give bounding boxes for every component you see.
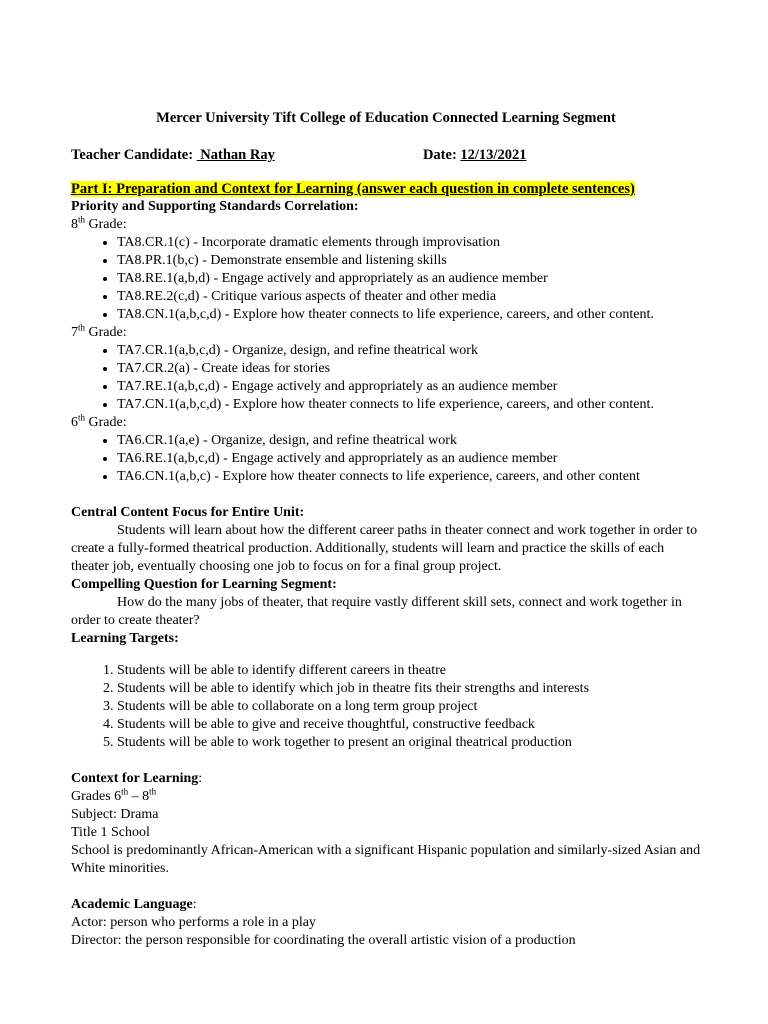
part-one-heading [71, 180, 701, 198]
standards-heading: Priority and Supporting Standards Correlation: [71, 199, 359, 214]
academic-term: Actor: person who performs a role in a play [71, 915, 316, 930]
context-colon: : [198, 771, 203, 786]
context-grades-sup1: th [121, 786, 129, 797]
standard-item: • TA8.CR.1(c) - Incorporate dramatic elements through improvisation [117, 234, 701, 252]
date-field [460, 147, 642, 163]
standard-item: • TA6.CN.1(a,b,c) - Explore how theater connects to life experience, careers, and other content [117, 468, 701, 486]
context-line: Title 1 School [71, 825, 150, 840]
context-grades-middle: – 8 [128, 789, 150, 804]
learning-target-item: 1. Students will be able to identify different careers in theatre [117, 662, 701, 680]
grade-number: 7 [71, 325, 78, 340]
grade-suffix: Grade: [85, 217, 127, 232]
standard-item: • TA7.RE.1(a,b,c,d) - Engage actively and appropriately as an audience member [117, 378, 701, 396]
document-page [71, 108, 701, 950]
context-grades-sup2: th [149, 786, 157, 797]
grade-ordinal: th [78, 214, 86, 225]
grade-heading [71, 216, 701, 234]
context-heading-line [71, 770, 701, 788]
teacher-label: Teacher Candidate: [71, 147, 194, 163]
standards-list [71, 432, 701, 486]
grade-heading [71, 414, 701, 432]
learning-targets-heading: Learning Targets: [71, 631, 179, 646]
standards-list [71, 342, 701, 414]
compelling-question-text: How do the many jobs of theater, that require vastly different skill sets, connect and work together in order to create theater? [71, 595, 682, 628]
context-grades [71, 788, 701, 806]
academic-terms [71, 914, 701, 950]
central-focus-heading: Central Content Focus for Entire Unit: [71, 505, 305, 520]
date-value: 12/13/2021 [460, 147, 527, 163]
grade-suffix: Grade: [85, 415, 127, 430]
context-line: Subject: Drama [71, 807, 159, 822]
grade-ordinal: th [78, 322, 86, 333]
academic-heading-line [71, 896, 701, 914]
standard-item: • TA8.RE.2(c,d) - Critique various aspects of theater and other media [117, 288, 701, 306]
grade-ordinal: th [78, 412, 86, 423]
learning-target-item: 4. Students will be able to give and receive thoughtful, constructive feedback [117, 716, 701, 734]
grade-number: 8 [71, 217, 78, 232]
central-focus-text: Students will learn about how the different career paths in theater connect and work together in order to create a fully-formed theatrical production. Additionally, students will learn and practice the skills of each theater job, eventually choosing one job to focus on for a final group project. [71, 523, 698, 574]
standard-item: • TA8.PR.1(b,c) - Demonstrate ensemble and listening skills [117, 252, 701, 270]
standard-item: • TA6.CR.1(a,e) - Organize, design, and refine theatrical work [117, 432, 701, 450]
standard-item: • TA6.RE.1(a,b,c,d) - Engage actively and appropriately as an audience member [117, 450, 701, 468]
teacher-name-field [197, 147, 405, 163]
teacher-line [71, 145, 701, 165]
standard-item: • TA7.CR.1(a,b,c,d) - Organize, design, and refine theatrical work [117, 342, 701, 360]
academic-term: Director: the person responsible for coordinating the overall artistic vision of a production [71, 933, 576, 948]
grade-number: 6 [71, 415, 78, 430]
context-grades-prefix: Grades 6 [71, 789, 122, 804]
standard-item: • TA7.CN.1(a,b,c,d) - Explore how theater connects to life experience, careers, and other content. [117, 396, 701, 414]
standard-item: • TA8.CN.1(a,b,c,d) - Explore how theater connects to life experience, careers, and other content. [117, 306, 701, 324]
context-line: School is predominantly African-American with a significant Hispanic population and similarly-sized Asian and White minorities. [71, 843, 701, 876]
grade-suffix: Grade: [85, 325, 127, 340]
part-one-heading-text: Part I: Preparation and Context for Learning (answer each question in complete sentences) [71, 181, 635, 197]
standard-item: • TA8.RE.1(a,b,d) - Engage actively and appropriately as an audience member [117, 270, 701, 288]
context-lines [71, 806, 701, 878]
standards-grades [71, 216, 701, 486]
standards-list [71, 234, 701, 324]
learning-target-item: 2. Students will be able to identify which job in theatre fits their strengths and interests [117, 680, 701, 698]
academic-heading: Academic Language [71, 897, 193, 912]
learning-target-item: 5. Students will be able to work together to present an original theatrical production [117, 734, 701, 752]
compelling-question-heading: Compelling Question for Learning Segment: [71, 577, 337, 592]
teacher-name: Nathan Ray [200, 147, 275, 163]
learning-target-item: 3. Students will be able to collaborate on a long term group project [117, 698, 701, 716]
learning-targets-list [71, 662, 701, 752]
standard-item: • TA7.CR.2(a) - Create ideas for stories [117, 360, 701, 378]
academic-colon: : [192, 897, 197, 912]
grade-heading [71, 324, 701, 342]
date-label: Date: [422, 147, 457, 163]
document-title: Mercer University Tift College of Education Connected Learning Segment [156, 110, 616, 126]
context-heading: Context for Learning [71, 771, 199, 786]
